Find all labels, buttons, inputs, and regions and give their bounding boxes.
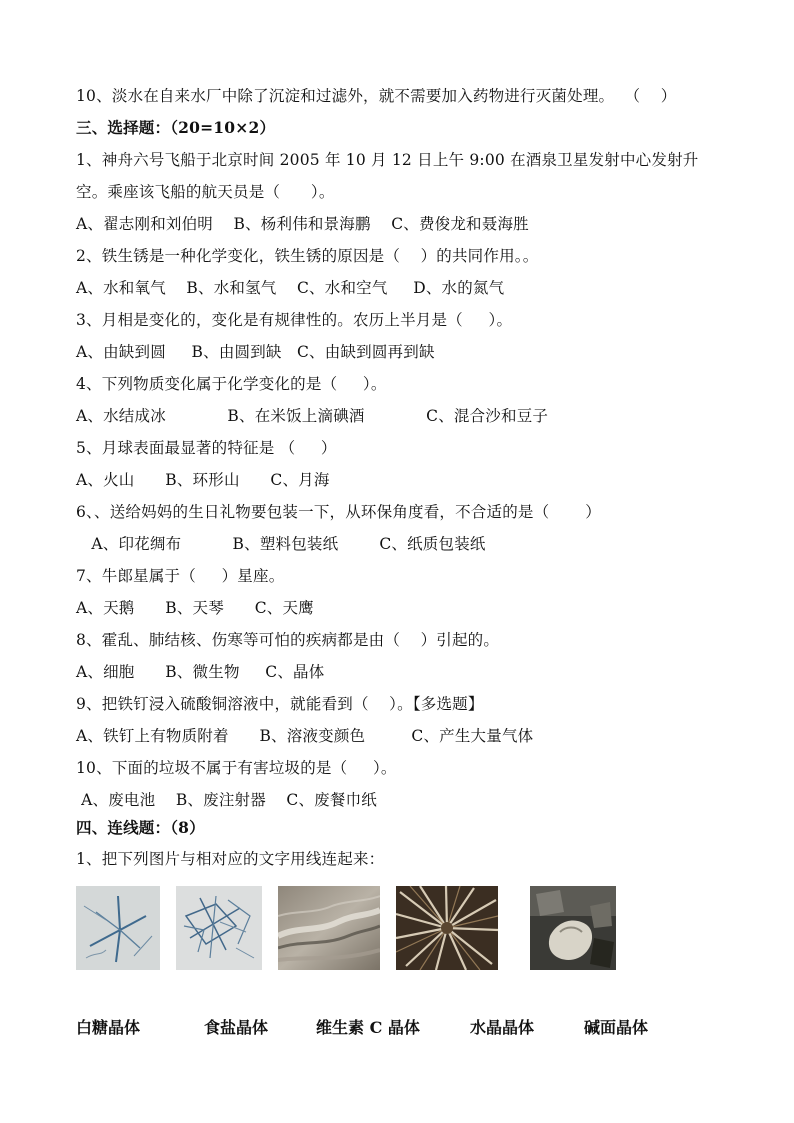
caption-salt-crystal: 食盐晶体 xyxy=(204,1018,269,1037)
gray-crystal-texture-photo xyxy=(278,886,380,970)
choice-question-9-options: A、铁钉上有物质附着 B、溶液变颜色 C、产生大量气体 xyxy=(76,727,534,745)
true-false-question-10: 10、淡水在自来水厂中除了沉淀和过滤外，就不需要加入药物进行灭菌处理。 （ ） xyxy=(76,87,677,105)
choice-question-9: 9、把铁钉浸入硫酸铜溶液中，就能看到（ ）。【多选题】 xyxy=(76,695,484,713)
choice-question-2-options: A、水和氧气 B、水和氢气 C、水和空气 D、水的氮气 xyxy=(76,279,505,297)
choice-question-3-options: A、由缺到圆 B、由圆到缺 C、由缺到圆再到缺 xyxy=(76,343,435,361)
choice-question-5-options: A、火山 B、环形山 C、月海 xyxy=(76,471,330,489)
choice-question-5: 5、月球表面最显著的特征是 （ ） xyxy=(76,439,337,457)
caption-sugar-crystal: 白糖晶体 xyxy=(76,1018,141,1037)
caption-soda-crystal: 碱面晶体 xyxy=(584,1018,649,1037)
sketch-cluster-crystal-photo xyxy=(176,886,262,970)
sketch-star-crystal-photo xyxy=(76,886,160,970)
choice-question-6-options: A、印花绸布 B、塑料包装纸 C、纸质包装纸 xyxy=(76,535,486,553)
dark-crystal-photo xyxy=(530,886,616,970)
choice-question-7: 7、牛郎星属于（ ）星座。 xyxy=(76,567,285,585)
section-choice-title: 三、选择题：（20=10×2） xyxy=(76,118,276,137)
radiating-crystal-photo xyxy=(396,886,498,970)
choice-question-8: 8、霍乱、肺结核、伤寒等可怕的疾病都是由（ ）引起的。 xyxy=(76,631,500,649)
choice-question-10: 10、下面的垃圾不属于有害垃圾的是（ ）。 xyxy=(76,759,397,777)
choice-question-10-options: A、废电池 B、废注射器 C、废餐巾纸 xyxy=(76,791,377,809)
choice-question-3: 3、月相是变化的，变化是有规律性的。农历上半月是（ ）。 xyxy=(76,311,513,329)
choice-question-8-options: A、细胞 B、微生物 C、晶体 xyxy=(76,663,325,681)
choice-question-7-options: A、天鹅 B、天琴 C、天鹰 xyxy=(76,599,314,617)
choice-question-4: 4、下列物质变化属于化学变化的是（ ）。 xyxy=(76,375,387,393)
choice-question-1-line-1: 1、神舟六号飞船于北京时间 2005 年 10 月 12 日上午 9:00 在酒泉卫星发射中心发射升 xyxy=(76,151,699,169)
section-matching-title: 四、连线题：（8） xyxy=(76,818,205,837)
choice-question-2: 2、铁生锈是一种化学变化，铁生锈的原因是（ ）的共同作用。。 xyxy=(76,247,539,265)
choice-question-1-options: A、翟志刚和刘伯明 B、杨利伟和景海鹏 C、费俊龙和聂海胜 xyxy=(76,215,529,233)
choice-question-4-options: A、水结成冰 B、在米饭上滴碘酒 C、混合沙和豆子 xyxy=(76,407,549,425)
matching-question-1: 1、把下列图片与相对应的文字用线连起来： xyxy=(76,850,385,868)
choice-question-6: 6、、送给妈妈的生日礼物要包装一下，从环保角度看，不合适的是（ ） xyxy=(76,503,601,521)
choice-question-1-line-2: 空。乘座该飞船的航天员是（ ）。 xyxy=(76,183,335,201)
caption-quartz-crystal: 水晶晶体 xyxy=(470,1018,535,1037)
caption-vitamin-c-crystal: 维生素 C 晶体 xyxy=(316,1018,420,1037)
